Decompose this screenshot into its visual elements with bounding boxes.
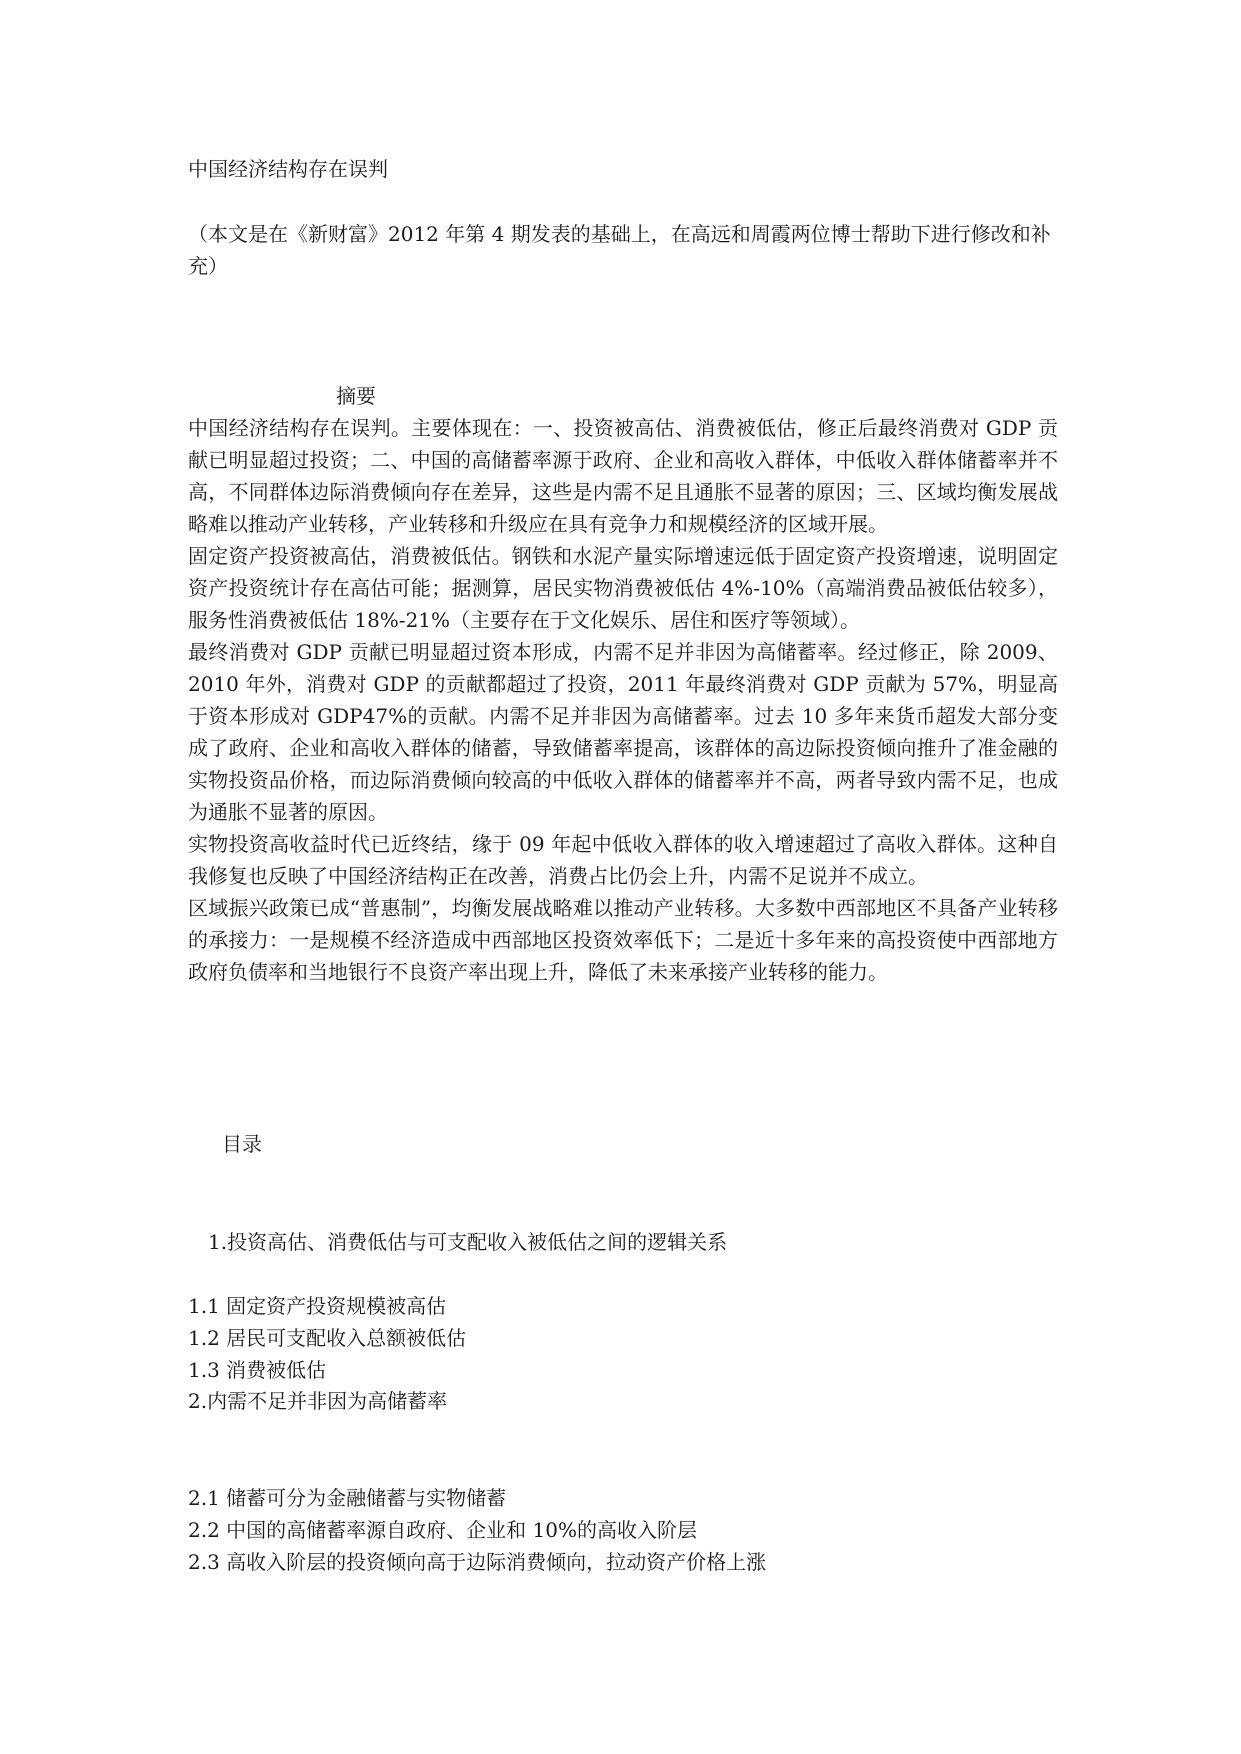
abstract-paragraph: 固定资产投资被高估，消费被低估。钢铁和水泥产量实际增速远低于固定资产投资增速，说明固定资产投资统计存在高估可能；据测算，居民实物消费被低估 4%-10%（高端消费品被低估较多），服务性消费被低估 18%-21%（主要存在于文化娱乐、居住和医疗等领域）。 bbox=[188, 544, 1058, 632]
abstract-paragraph: 区域振兴政策已成“普惠制”，均衡发展战略难以推动产业转移。大多数中西部地区不具备产业转移的承接力：一是规模不经济造成中西部地区投资效率低下；二是近十多年来的高投资使中西部地方政府负债率和当地银行不良资产率出现上升，降低了未来承接产业转移的能力。 bbox=[188, 896, 1058, 984]
toc-item: 1.1 固定资产投资规模被高估 bbox=[188, 1294, 447, 1318]
toc-section-2-items bbox=[188, 1482, 1058, 1578]
document-title: 中国经济结构存在误判 bbox=[188, 157, 388, 181]
publication-note: （本文是在《新财富》2012 年第 4 期发表的基础上，在高远和周霞两位博士帮助下进行修改和补充） bbox=[188, 222, 1051, 278]
abstract-paragraph: 最终消费对 GDP 贡献已明显超过资本形成，内需不足并非因为高储蓄率。经过修正，除 2009、2010 年外，消费对 GDP 的贡献都超过了投资，2011 年最终消费对 GDP 贡献为 57%，明显高于资本形成对 GDP47%的贡献。内需不足并非因为高储蓄率。过去 10 多年来货币超发大部分变成了政府、企业和高收入群体的储蓄，导致储蓄率提高，该群体的高边际投资倾向推升了准金融的实物投资品价格，而边际消费倾向较高的中低收入群体的储蓄率并不高，两者导致内需不足，也成为通胀不显著的原因。 bbox=[188, 640, 1058, 824]
toc-section-1: 1.投资高估、消费低估与可支配收入被低估之间的逻辑关系 bbox=[208, 1230, 728, 1254]
toc-section-1-items bbox=[188, 1290, 1058, 1386]
toc-item: 2.3 高收入阶层的投资倾向高于边际消费倾向，拉动资产价格上涨 bbox=[188, 1550, 767, 1574]
abstract-paragraph: 中国经济结构存在误判。主要体现在：一、投资被高估、消费被低估，修正后最终消费对 GDP 贡献已明显超过投资；二、中国的高储蓄率源于政府、企业和高收入群体，中低收入群体储蓄率并不高，不同群体边际消费倾向存在差异，这些是内需不足且通胀不显著的原因；三、区域均衡发展战略难以推动产业转移，产业转移和升级应在具有竞争力和规模经济的区域开展。 bbox=[188, 416, 1058, 536]
abstract-heading: 摘要 bbox=[336, 384, 376, 408]
toc-item: 1.2 居民可支配收入总额被低估 bbox=[188, 1326, 467, 1350]
abstract-paragraph: 实物投资高收益时代已近终结，缘于 09 年起中低收入群体的收入增速超过了高收入群体。这种自我修复也反映了中国经济结构正在改善，消费占比仍会上升，内需不足说并不成立。 bbox=[188, 832, 1058, 888]
abstract-body bbox=[188, 412, 1058, 988]
toc-section-2: 2.内需不足并非因为高储蓄率 bbox=[188, 1389, 448, 1413]
toc-item: 2.1 储蓄可分为金融储蓄与实物储蓄 bbox=[188, 1486, 507, 1510]
toc-item: 2.2 中国的高储蓄率源自政府、企业和 10%的高收入阶层 bbox=[188, 1518, 697, 1542]
toc-item: 1.3 消费被低估 bbox=[188, 1358, 327, 1382]
toc-heading: 目录 bbox=[222, 1132, 262, 1156]
